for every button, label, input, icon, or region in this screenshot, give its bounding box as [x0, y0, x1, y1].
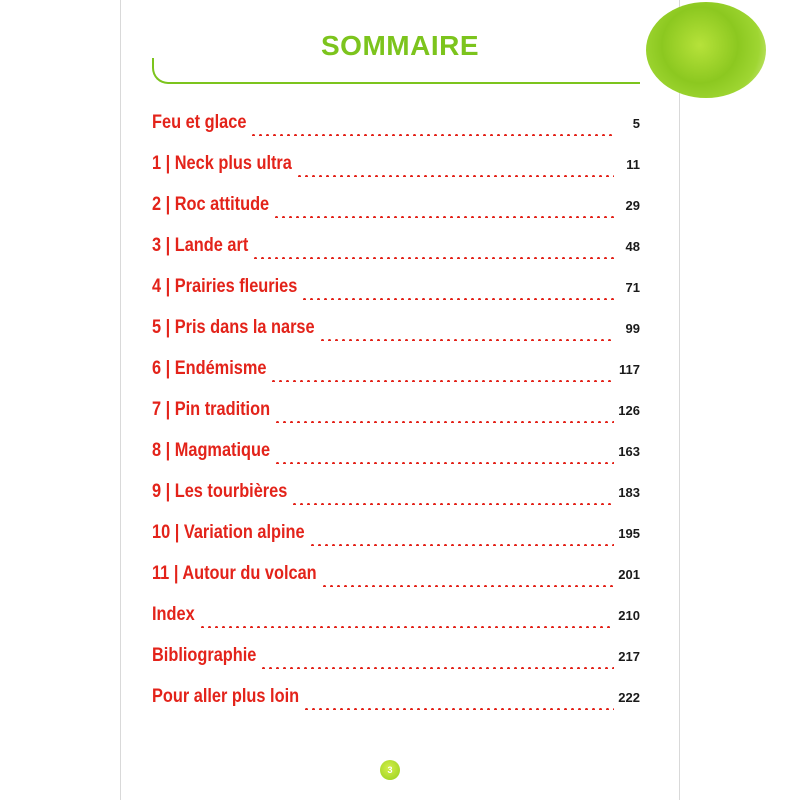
dot-leader [274, 421, 614, 423]
toc-entry-title: 7 | Pin tradition [152, 399, 271, 420]
dot-leader [296, 175, 614, 177]
dot-leader [270, 380, 614, 382]
toc-entry[interactable] [152, 399, 640, 429]
dot-leader [309, 544, 614, 546]
dot-leader [199, 626, 614, 628]
toc-entry-title: 8 | Magmatique [152, 440, 271, 461]
page-title: SOMMAIRE [321, 30, 479, 61]
toc-page-number: 210 [618, 608, 640, 623]
dot-leader [321, 585, 614, 587]
toc-entry[interactable] [152, 481, 640, 511]
toc-entry[interactable] [152, 153, 640, 183]
toc-entry-title: 11 | Autour du volcan [152, 563, 317, 584]
toc-entry[interactable] [152, 563, 640, 593]
toc-page-number: 117 [619, 362, 640, 377]
toc-entry-title: Index [152, 604, 195, 625]
toc-page-number: 48 [625, 239, 640, 254]
toc-entry[interactable] [152, 522, 640, 552]
toc-page-number: 201 [618, 567, 640, 582]
toc-entry[interactable] [152, 645, 640, 675]
toc-entry-title: 6 | Endémisme [152, 358, 267, 379]
dot-leader [291, 503, 614, 505]
toc-page-number: 195 [618, 526, 640, 541]
toc-page-number: 99 [625, 321, 640, 336]
toc-entry[interactable] [152, 358, 640, 388]
toc-entry[interactable] [152, 112, 640, 142]
dot-leader [273, 216, 614, 218]
dot-leader [319, 339, 614, 341]
toc-page-number: 5 [632, 116, 640, 131]
toc-page-number: 217 [618, 649, 640, 664]
toc-entry[interactable] [152, 235, 640, 265]
toc-entry[interactable] [152, 194, 640, 224]
title-underline [152, 58, 640, 84]
toc-page-number: 29 [625, 198, 640, 213]
toc-page-number: 163 [618, 444, 640, 459]
toc-entry-title: Feu et glace [152, 112, 247, 133]
toc-page-number: 222 [618, 690, 640, 705]
toc-entry-title: Bibliographie [152, 645, 257, 666]
dot-leader [260, 667, 614, 669]
toc-entry-title: 10 | Variation alpine [152, 522, 305, 543]
dot-leader [301, 298, 614, 300]
page-number-badge: 3 [380, 760, 400, 780]
toc-page-number: 126 [618, 403, 640, 418]
toc-entry-title: 5 | Pris dans la narse [152, 317, 315, 338]
toc-page-number: 11 [626, 157, 640, 172]
toc-entry[interactable] [152, 440, 640, 470]
toc-entry-title: Pour aller plus loin [152, 686, 300, 707]
toc-entry-title: 3 | Lande art [152, 235, 249, 256]
toc-entry-title: 4 | Prairies fleuries [152, 276, 298, 297]
toc-entry[interactable] [152, 317, 640, 347]
dot-leader [274, 462, 614, 464]
toc-entry[interactable] [152, 686, 640, 716]
toc-page-number: 183 [618, 485, 640, 500]
dot-leader [252, 257, 614, 259]
dot-leader [250, 134, 614, 136]
toc-entry[interactable] [152, 604, 640, 634]
dot-leader [303, 708, 614, 710]
toc-entry-title: 2 | Roc attitude [152, 194, 270, 215]
toc-entry-title: 1 | Neck plus ultra [152, 153, 292, 174]
toc-page-number: 71 [625, 280, 640, 295]
toc-entry[interactable] [152, 276, 640, 306]
toc-entry-title: 9 | Les tourbières [152, 481, 288, 502]
